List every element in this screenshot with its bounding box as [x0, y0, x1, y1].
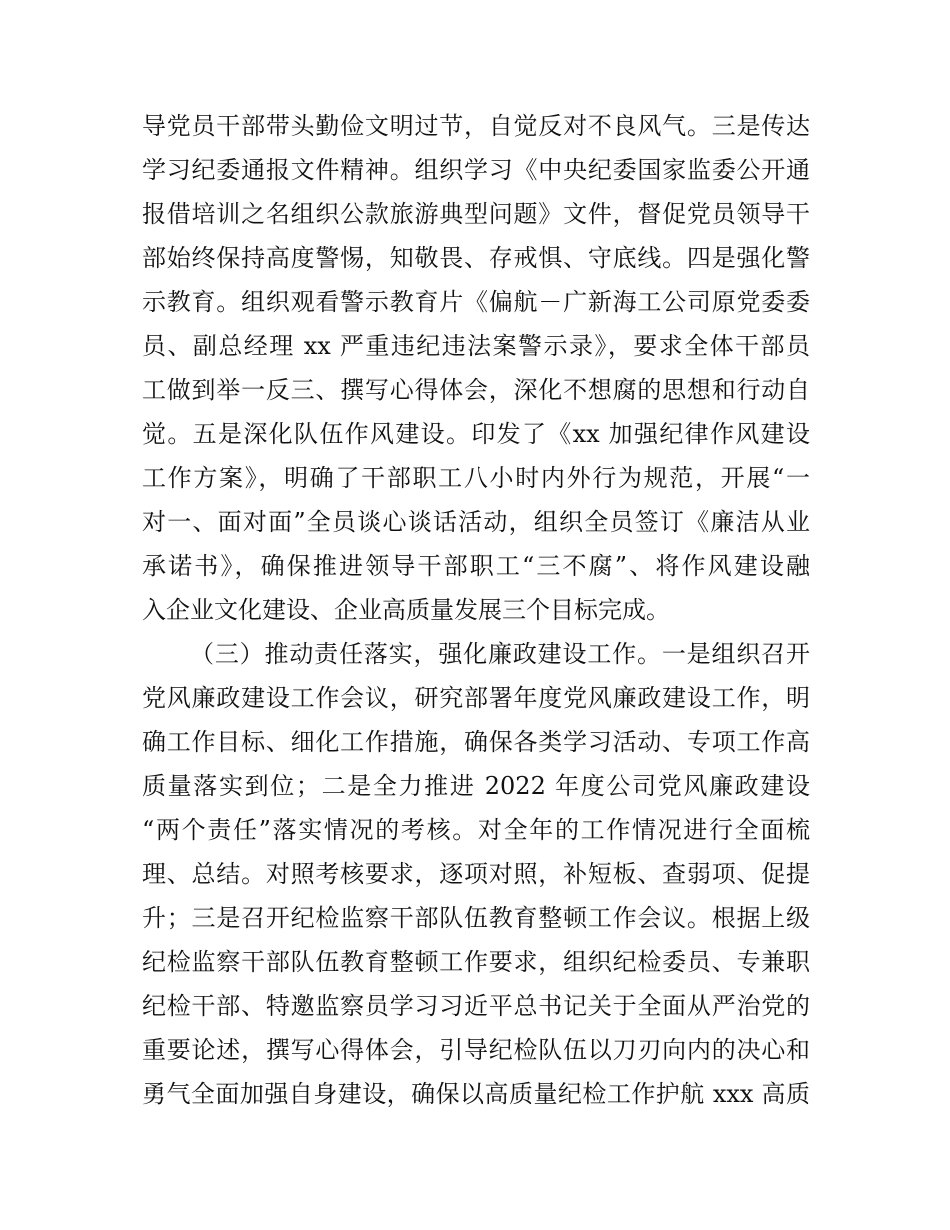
text-line-1: 导党员干部带头勤俭文明过节，自觉反对不良风气。三是传达	[142, 112, 810, 140]
text-line-10: 对一、面对面”全员谈心谈话活动，组织全员签订《廉洁从业	[142, 508, 810, 536]
text-line-20: 纪检监察干部队伍教育整顿工作要求，组织纪检委员、专兼职	[142, 948, 810, 976]
text-line-12: 入企业文化建设、企业高质量发展三个目标完成。	[142, 596, 670, 624]
text-line-17: “两个责任”落实情况的考核。对全年的工作情况进行全面梳	[142, 816, 810, 844]
text-line-23: 勇气全面加强自身建设，确保以高质量纪检工作护航 xxx 高质	[142, 1080, 810, 1108]
text-line-11: 承诺书》，确保推进领导干部职工“三不腐”、将作风建设融	[142, 552, 810, 580]
text-line-16: 质量落实到位；二是全力推进 2022 年度公司党风廉政建设	[142, 772, 810, 800]
section-heading-line: （三）推动责任落实，强化廉政建设工作。一是组织召开	[190, 640, 810, 668]
text-line-14: 党风廉政建设工作会议，研究部署年度党风廉政建设工作，明	[142, 684, 810, 712]
text-line-4: 部始终保持高度警惕，知敬畏、存戒惧、守底线。四是强化警	[142, 244, 810, 272]
text-line-18: 理、总结。对照考核要求，逐项对照，补短板、查弱项、促提	[142, 860, 810, 888]
text-line-9: 工作方案》，明确了干部职工八小时内外行为规范，开展“一	[142, 464, 810, 492]
text-line-2: 学习纪委通报文件精神。组织学习《中央纪委国家监委公开通	[142, 156, 810, 184]
text-line-19: 升；三是召开纪检监察干部队伍教育整顿工作会议。根据上级	[142, 904, 810, 932]
text-line-3: 报借培训之名组织公款旅游典型问题》文件，督促党员领导干	[142, 200, 810, 228]
text-line-7: 工做到举一反三、撰写心得体会，深化不想腐的思想和行动自	[142, 376, 810, 404]
text-line-8: 觉。五是深化队伍作风建设。印发了《xx 加强纪律作风建设	[142, 420, 810, 448]
text-line-6: 员、副总经理 xx 严重违纪违法案警示录》，要求全体干部员	[142, 332, 810, 360]
text-line-21: 纪检干部、特邀监察员学习习近平总书记关于全面从严治党的	[142, 992, 810, 1020]
text-line-5: 示教育。组织观看警示教育片《偏航－广新海工公司原党委委	[142, 288, 810, 316]
text-line-22: 重要论述，撰写心得体会，引导纪检队伍以刀刃向内的决心和	[142, 1036, 810, 1064]
text-line-15: 确工作目标、细化工作措施，确保各类学习活动、专项工作高	[142, 728, 810, 756]
